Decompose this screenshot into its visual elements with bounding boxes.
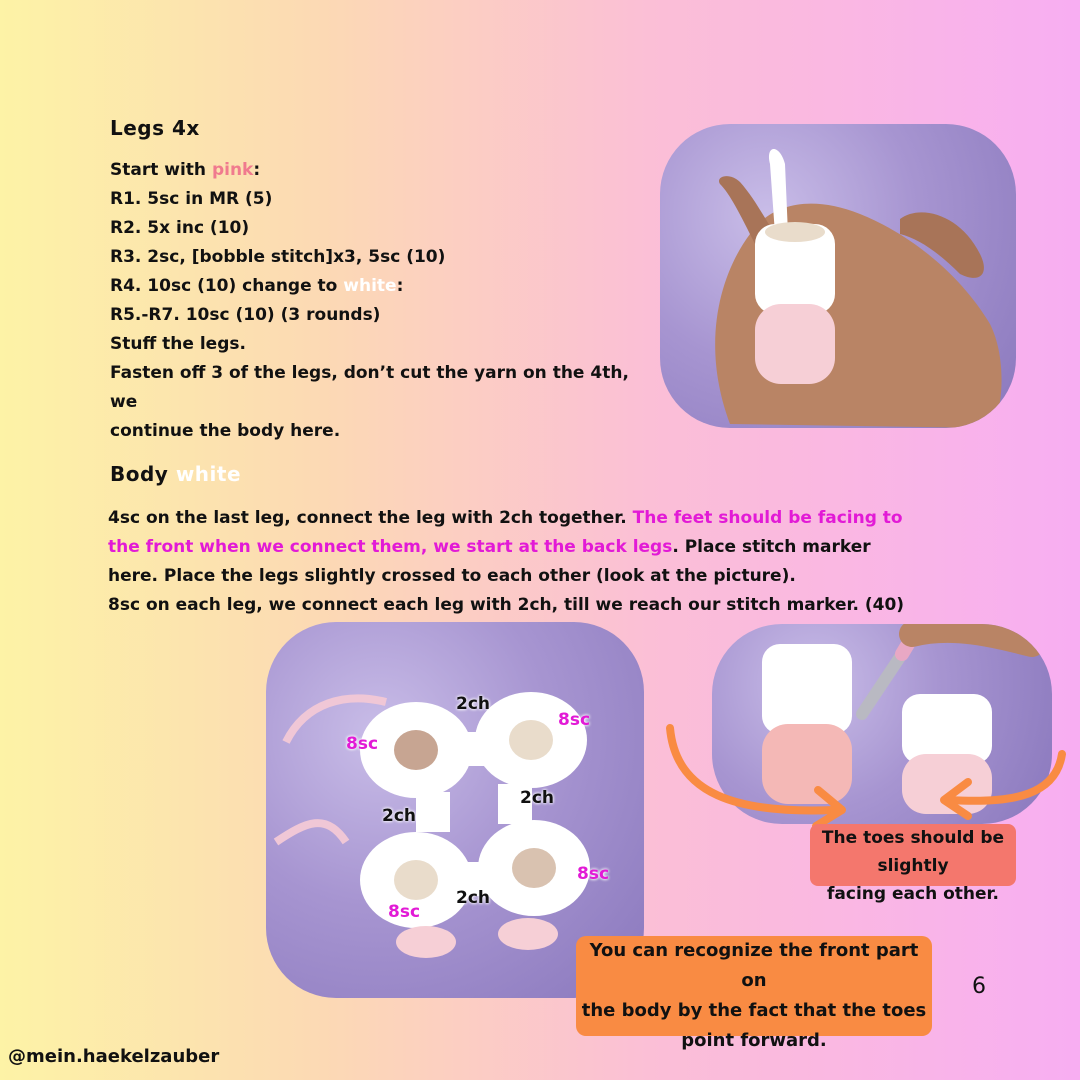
round-4 <box>110 272 630 301</box>
body-line-1b: The feet should be facing to <box>632 508 903 528</box>
label-2ch-left: 2ch <box>382 806 417 826</box>
leg-in-hand-photo <box>660 124 1016 428</box>
round-3: R3. 2sc, [bobble stitch]x3, 5sc (10) <box>110 247 446 267</box>
legs-start-line <box>110 156 630 185</box>
legs-heading: Legs 4x <box>110 116 200 140</box>
body-line-2c: . Place stitch marker <box>672 537 871 557</box>
toes-callout-line-2: facing each other. <box>827 884 999 904</box>
front-callout-line-1: You can recognize the front part on <box>589 940 919 991</box>
body-heading <box>110 462 241 486</box>
legs-instructions <box>110 156 630 446</box>
instagram-handle: @mein.haekelzauber <box>8 1046 220 1067</box>
front-callout-line-3: point forward. <box>681 1030 827 1051</box>
body-line-2 <box>108 533 1028 562</box>
body-line-3: here. Place the legs slightly crossed to each other (look at the picture). <box>108 566 796 586</box>
body-line-2b: the front when we connect them, we start at the back legs <box>108 537 673 557</box>
start-color: pink <box>211 160 254 180</box>
body-instructions <box>108 504 1028 620</box>
round-5-7: R5.-R7. 10sc (10) (3 rounds) <box>110 305 381 325</box>
label-8sc-right: 8sc <box>577 864 610 884</box>
body-line-1 <box>108 504 1028 533</box>
round-4-color: white <box>343 276 397 296</box>
label-8sc-top-right: 8sc <box>558 710 591 730</box>
label-2ch-top: 2ch <box>456 694 491 714</box>
label-2ch-right: 2ch <box>520 788 555 808</box>
body-title: Body <box>110 462 169 486</box>
front-part-callout <box>576 936 932 1051</box>
fasten-line-2: continue the body here. <box>110 421 341 441</box>
body-line-4: 8sc on each leg, we connect each leg with 2ch, till we reach our stitch marker. (40) <box>108 595 905 615</box>
round-4-prefix: R4. 10sc (10) change to <box>110 276 344 296</box>
toes-callout-line-1: The toes should be slightly <box>821 828 1005 876</box>
body-title-color: white <box>175 462 242 486</box>
toes-callout <box>810 824 1016 904</box>
start-suffix: : <box>253 160 261 180</box>
start-prefix: Start with <box>110 160 212 180</box>
page-number: 6 <box>972 974 986 999</box>
round-1: R1. 5sc in MR (5) <box>110 189 273 209</box>
label-8sc-left: 8sc <box>346 734 379 754</box>
round-4-suffix: : <box>396 276 404 296</box>
front-callout-line-2: the body by the fact that the toes <box>581 1000 927 1021</box>
label-8sc-bottom-left: 8sc <box>388 902 421 922</box>
label-2ch-bottom: 2ch <box>456 888 491 908</box>
stuff-line: Stuff the legs. <box>110 334 246 354</box>
round-2: R2. 5x inc (10) <box>110 218 250 238</box>
body-line-1a: 4sc on the last leg, connect the leg with 2ch together. <box>108 508 633 528</box>
fasten-line-1: Fasten off 3 of the legs, don’t cut the yarn on the 4th, we <box>110 363 629 412</box>
